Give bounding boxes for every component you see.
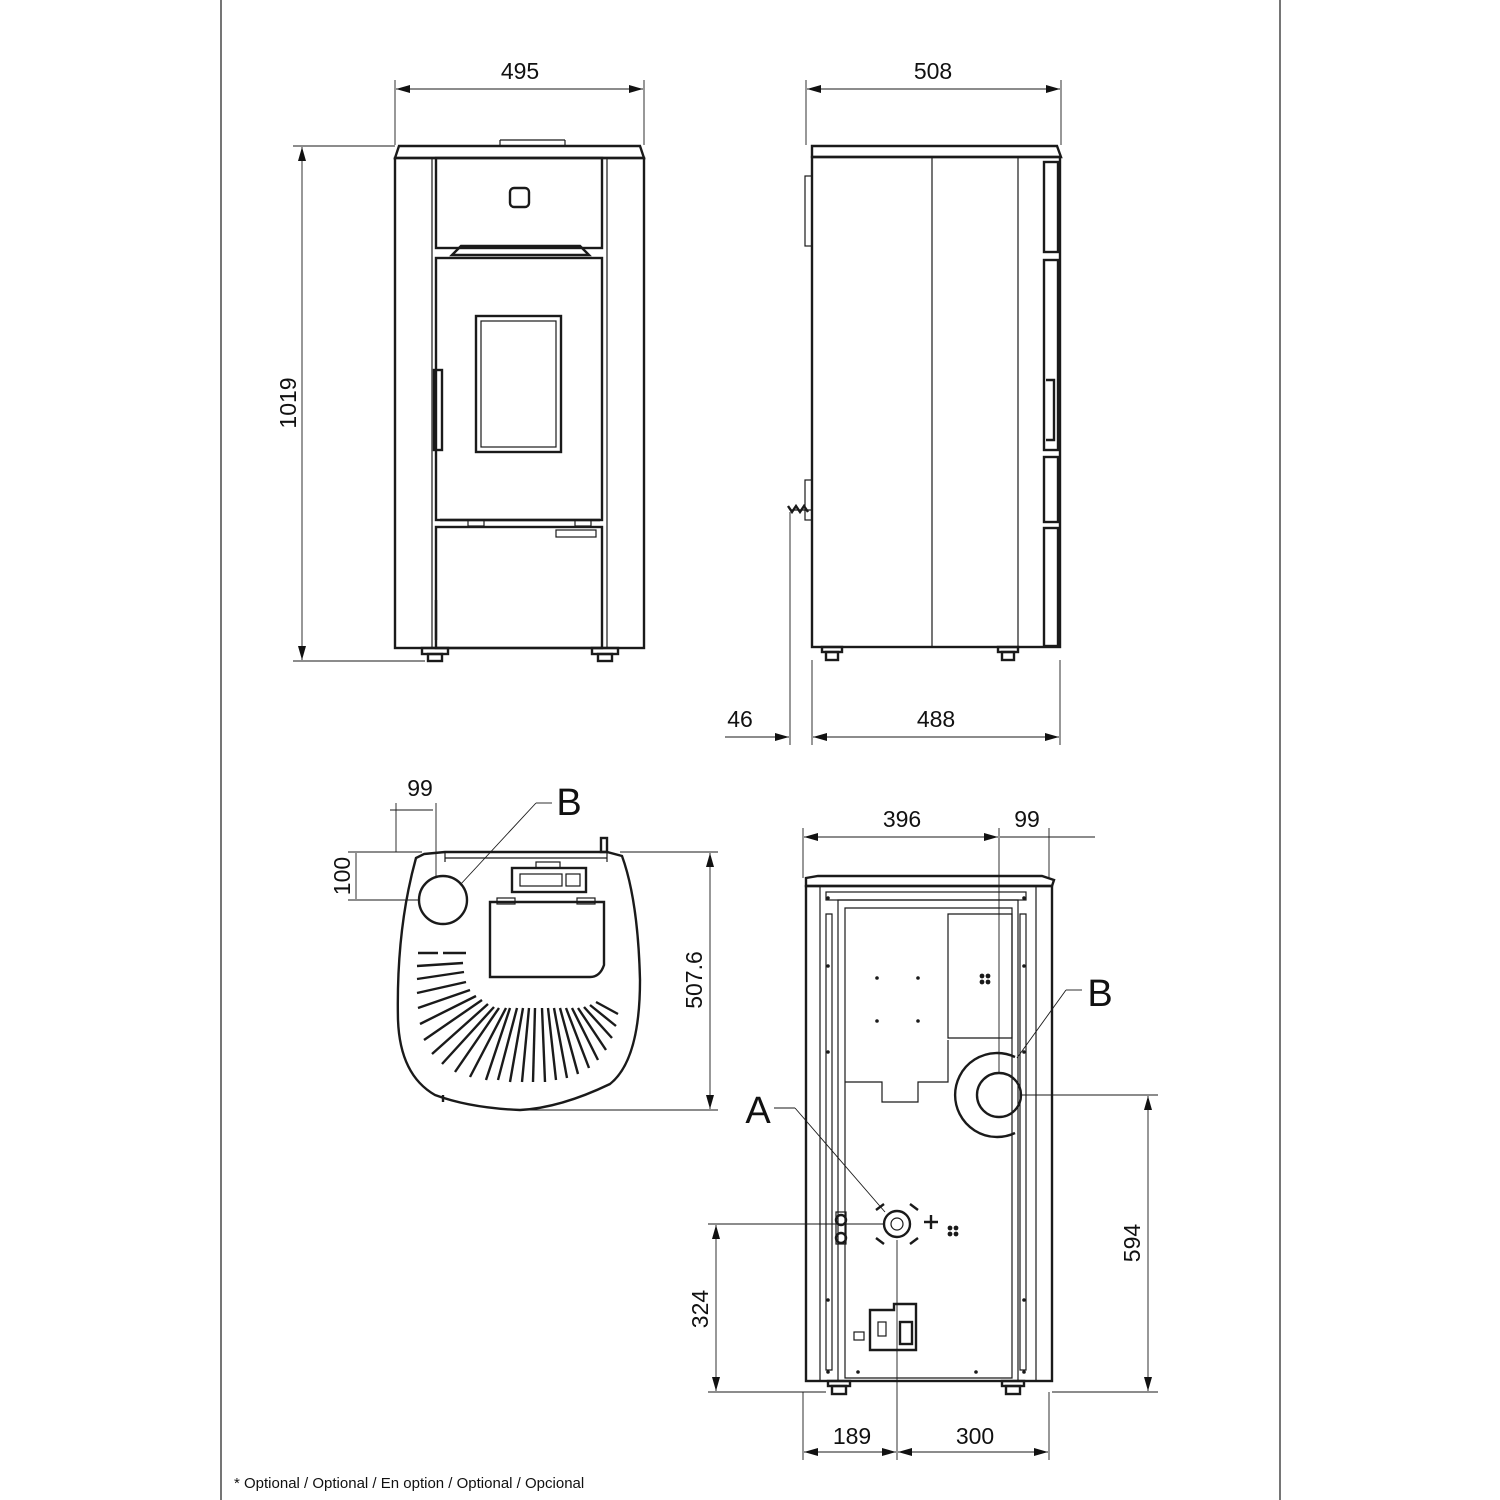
rear-air-inlet-icon bbox=[884, 1211, 910, 1237]
rear-flue-side-margin-dim: 99 bbox=[1014, 806, 1040, 832]
rear-dimensions bbox=[687, 806, 1158, 1460]
rear-inlet-right-dim: 300 bbox=[955, 1423, 995, 1449]
front-dimensions bbox=[275, 58, 644, 661]
rear-flue-horizontal-dim: 396 bbox=[882, 806, 922, 832]
top-flue-side-offset-dim: 99 bbox=[407, 775, 433, 801]
front-width-dim: 495 bbox=[500, 58, 540, 84]
side-view bbox=[788, 146, 1061, 660]
rear-screw-holes bbox=[826, 896, 1026, 1374]
side-rear-offset-dim: 46 bbox=[727, 706, 753, 732]
top-view bbox=[398, 838, 640, 1110]
rear-flue-height-dim: 594 bbox=[1119, 1223, 1145, 1263]
rear-inlet-label: A bbox=[745, 1090, 771, 1132]
brand-logo-icon bbox=[510, 188, 529, 207]
rear-flue-label: B bbox=[1087, 973, 1113, 1015]
top-flue-label: B bbox=[556, 782, 582, 824]
front-view bbox=[395, 140, 644, 661]
side-dimensions bbox=[725, 58, 1061, 745]
front-height-dim: 1019 bbox=[275, 377, 301, 429]
top-depth-dim: 507.6 bbox=[681, 951, 707, 1009]
top-flue-rear-offset-dim: 100 bbox=[329, 856, 355, 896]
rear-view bbox=[806, 876, 1054, 1394]
rear-inlet-height-dim: 324 bbox=[687, 1289, 713, 1329]
top-flue-outlet-icon bbox=[419, 876, 467, 924]
side-body-depth-dim: 488 bbox=[916, 706, 956, 732]
rear-flue-outlet-icon bbox=[977, 1073, 1021, 1117]
side-depth-dim: 508 bbox=[913, 58, 953, 84]
footnote: * Optional / Optional / En option / Optional / Opcional bbox=[234, 1475, 585, 1492]
rear-inlet-left-dim: 189 bbox=[832, 1423, 872, 1449]
top-vent-grille bbox=[417, 953, 618, 1082]
